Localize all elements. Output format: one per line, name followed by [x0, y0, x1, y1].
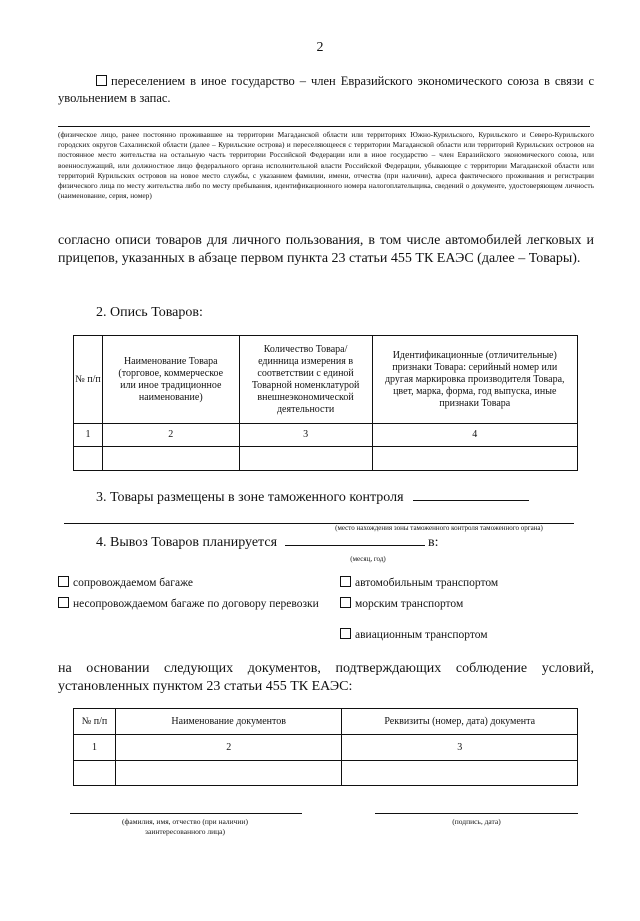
section2-title: 2. Опись Товаров: [96, 305, 203, 320]
intro-option: переселением в иное государство – член Евразийского экономического союза в связи с увольнением в запас. [58, 74, 594, 105]
option-unaccompanied[interactable]: несопровождаемом багаже по договору перевозки [58, 597, 326, 610]
table-header-row [74, 336, 578, 424]
export-date-field[interactable] [285, 545, 425, 546]
column-number: 2 [115, 735, 342, 761]
goods-paragraph: согласно описи товаров для личного пользования, в том числе автомобилей легковых и прицепов, указанных в абзаце первом пункта 23 статьи 455 ТК ЕАЭС (далее – Товары). [58, 233, 594, 266]
name-caption: (фамилия, имя, отчество (при наличии) заинтересованного лица) [122, 817, 248, 836]
table-cell[interactable] [239, 447, 372, 471]
table-cell[interactable] [342, 761, 578, 786]
documents-paragraph: на основании следующих документов, подтверждающих соблюдение условий, установленных пунктом 23 статьи 455 ТК ЕАЭС: [58, 661, 594, 694]
column-number: 3 [239, 424, 372, 447]
header-cell: Наименование Товара (торговое, коммерческое или иное традиционное наименование) [102, 336, 239, 424]
table-number-row [74, 424, 578, 447]
checkbox[interactable] [340, 628, 351, 639]
checkbox[interactable] [96, 75, 107, 86]
option-sea[interactable]: морским транспортом [340, 597, 463, 610]
table-cell[interactable] [74, 447, 103, 471]
documents-table [73, 708, 578, 786]
signature-caption: (подпись, дата) [452, 817, 501, 826]
table-cell[interactable] [102, 447, 239, 471]
header-cell: Наименование документов [115, 709, 342, 735]
section4: 4. Вывоз Товаров планируется в: [96, 535, 439, 550]
checkbox[interactable] [340, 576, 351, 587]
name-signature-line[interactable] [70, 813, 302, 814]
control-zone-caption: (место нахождения зоны таможенного контроля таможенного органа) [335, 524, 543, 532]
section3: 3. Товары размещены в зоне таможенного контроля [96, 490, 529, 506]
table-cell[interactable] [372, 447, 577, 471]
table-cell[interactable] [74, 761, 116, 786]
checkbox[interactable] [340, 597, 351, 608]
table-header-row [74, 709, 578, 735]
table-cell[interactable] [115, 761, 342, 786]
checkbox[interactable] [58, 597, 69, 608]
goods-inventory-table [73, 335, 578, 471]
column-number: 1 [74, 735, 116, 761]
export-date-caption: (месяц, год) [350, 555, 386, 563]
control-zone-field[interactable] [413, 500, 529, 501]
header-cell: Реквизиты (номер, дата) документа [342, 709, 578, 735]
option-accompanied[interactable]: сопровождаемом багаже [58, 576, 193, 589]
header-cell: Количество Товара/единница измерения в соответствии с единой Товарной номенклатурой внешнеэкономической деятельности [239, 336, 372, 424]
applicant-note: (физическое лицо, ранее постоянно проживавшее на территории Магаданской области или территориях Южно-Курильского, Курильского и Северо-Курильского городских округов Сахалинской области (далее – Курильские острова) и переселяющееся с территории Магаданской области или территорий Курильских островов на постоянное место жительства на остальную часть территории Российской Федерации или в иное государство – член Евразийского экономического союза, или военнослужащий, или должностное лицо федерального органа исполнительной власти Российской Федерации, убывающее с территории Магаданской области или территорий Курильских островов на новое место службы, с указанием фамилии, имени, отчества (при наличии), адреса фактического проживания и регистрации физического лица по месту жительства либо по месту пребывания, идентификационного номера налогоплательщика, сведений о документе, удостоверяющем личность (наименование, серия, номер) [58, 130, 594, 201]
header-cell: Идентификационные (отличительные) признаки Товара: серийный номер или другая маркировка производителя Товара, цвет, марка, форма, год выпуска, иные признаки Товара [372, 336, 577, 424]
signature-date-line[interactable] [375, 813, 578, 814]
header-cell: № п/п [74, 709, 116, 735]
option-air[interactable]: авиационным транспортом [340, 628, 488, 641]
table-number-row [74, 735, 578, 761]
divider-line [58, 126, 590, 127]
column-number: 1 [74, 424, 103, 447]
table-row [74, 447, 578, 471]
page-number: 2 [316, 40, 324, 55]
column-number: 4 [372, 424, 577, 447]
table-row [74, 761, 578, 786]
checkbox[interactable] [58, 576, 69, 587]
column-number: 3 [342, 735, 578, 761]
option-auto[interactable]: автомобильным транспортом [340, 576, 498, 589]
column-number: 2 [102, 424, 239, 447]
header-cell: № п/п [74, 336, 103, 424]
